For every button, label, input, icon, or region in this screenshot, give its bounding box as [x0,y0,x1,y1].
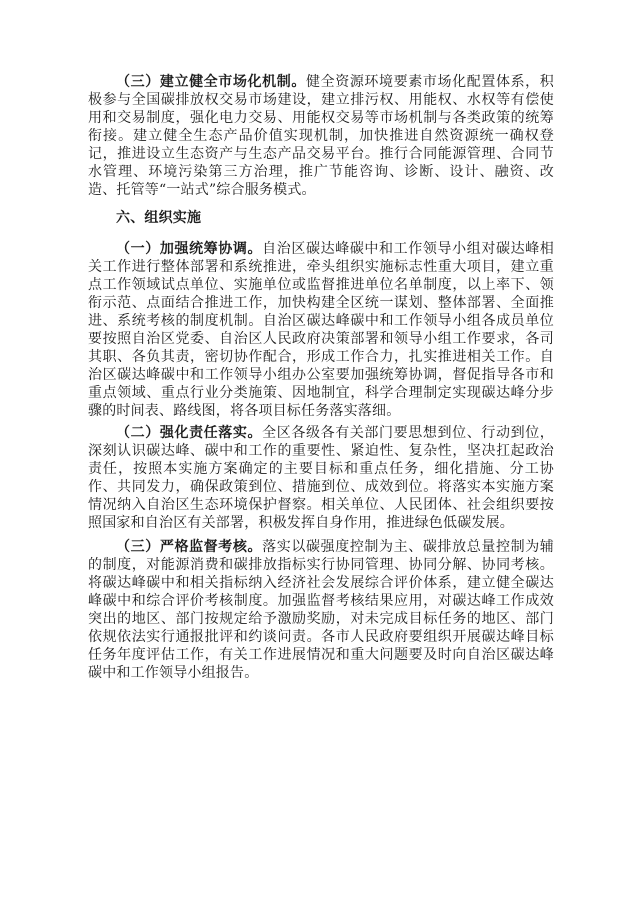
paragraph-lead-market-mechanism: （三）建立健全市场化机制。 [116,74,306,90]
paragraph-supervision-assessment [88,538,554,682]
paragraph-overall-coordination [88,240,554,420]
paragraph-lead-overall-coordination: （一）加强统筹协调。 [116,241,263,257]
section-heading-organization-implementation: 六、组织实施 [116,210,202,226]
paragraph-lead-supervision-assessment: （三）严格监督考核。 [116,539,263,555]
paragraph-lead-responsibility-implementation: （二）强化责任落实。 [116,425,263,441]
paragraph-body-market-mechanism: 健全资源环境要素市场化配置体系，积极参与全国碳排放权交易市场建设，建立排污权、用能权、水权等有偿使用和交易制度，强化电力交易、用能权交易等市场机制与各类政策的统筹衔接。建立健全生态产品价值实现机制，加快推进自然资源统一确权登记，推进设立生态资产与生态产品交易平台。推行合同能源管理、合同节水管理、环境污染第三方治理，推广节能咨询、诊断、设计、融资、改造、托管等“一站式”综合服务模式。 [88,74,554,198]
paragraph-responsibility-implementation [88,424,554,532]
paragraph-body-supervision-assessment: 落实以碳强度控制为主、碳排放总量控制为辅的制度，对能源消费和碳排放指标实行协同管理、协同分解、协同考核。将碳达峰碳中和相关指标纳入经济社会发展综合评价体系，建立健全碳达峰碳中和综合评价考核制度。加强监督考核结果应用，对碳达峰工作成效突出的地区、部门按规定给予激励奖励，对未完成目标任务的地区、部门依规依法实行通报批评和约谈问责。各市人民政府要组织开展碳达峰目标任务年度评估工作，有关工作进展情况和重大问题要及时向自治区碳达峰碳中和工作领导小组报告。 [88,539,555,681]
paragraph-market-mechanism [88,73,554,199]
paragraph-body-responsibility-implementation: 全区各级各有关部门要思想到位、行动到位，深刻认识碳达峰、碳中和工作的重要性、紧迫性、复杂性，坚决扛起政治责任，按照本实施方案确定的主要目标和重点任务，细化措施、分工协作、共同发力，确保政策到位、措施到位、成效到位。将落实本实施方案情况纳入自治区生态环境保护督察。相关单位、人民团体、社会组织要按照国家和自治区有关部署，积极发挥自身作用，推进绿色低碳发展。 [88,425,555,531]
paragraph-body-overall-coordination: 自治区碳达峰碳中和工作领导小组对碳达峰相关工作进行整体部署和系统推进，牵头组织实施标志性重大项目，建立重点工作领域试点单位、实施单位或监督推进单位名单制度，以上率下、领衔示范、点面结合推进工作，加快构建全区统一谋划、整体部署、全面推进、系统考核的制度机制。自治区碳达峰碳中和工作领导小组各成员单位要按照自治区党委、自治区人民政府决策部署和领导小组工作要求，各司其职、各负其责，密切协作配合，形成工作合力，扎实推进相关工作。自治区碳达峰碳中和工作领导小组办公室要加强统筹协调，督促指导各市和重点领域、重点行业分类施策、因地制宜，科学合理制定实现碳达峰分步骤的时间表、路线图，将各项目标任务落实落细。 [88,241,555,419]
